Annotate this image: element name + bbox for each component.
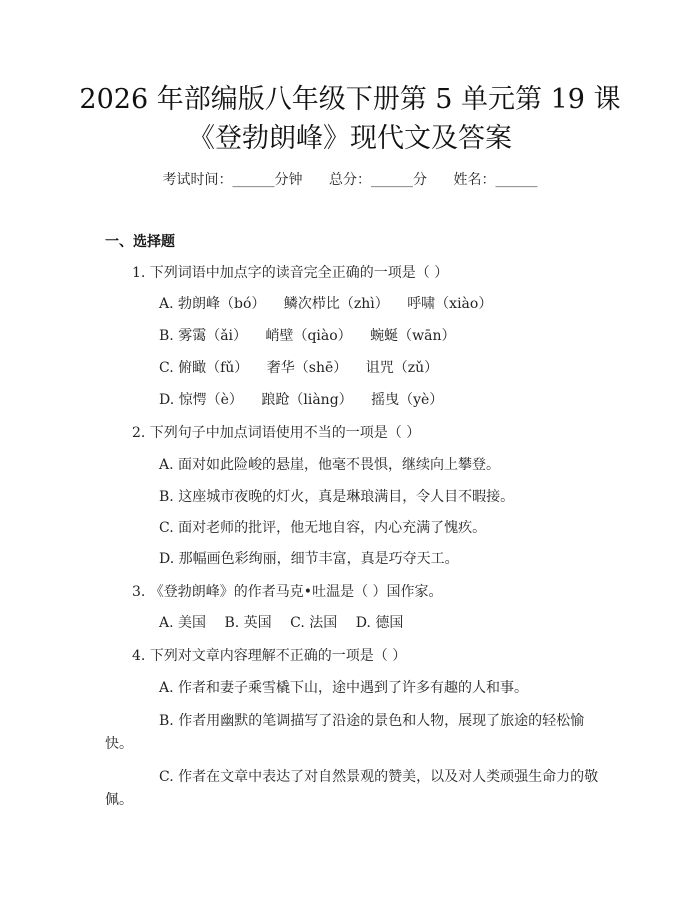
- option-d-word-2: 踉跄（liàng）: [261, 392, 353, 408]
- question-4-stem: 4. 下列对文章内容理解不正确的一项是（ ）: [132, 648, 407, 664]
- page-title-line-2: 《登勃朗峰》现代文及答案: [188, 123, 512, 154]
- question-2-option-a: A. 面对如此险峻的悬崖，他毫不畏惧，继续向上攀登。: [159, 457, 501, 473]
- question-3-option-c: C. 法国: [290, 615, 338, 631]
- question-1-option-d: [159, 389, 443, 409]
- option-c-word-1: C. 俯瞰（fǔ）: [159, 360, 249, 376]
- question-2-option-c: C. 面对老师的批评，他无地自容，内心充满了愧疚。: [159, 520, 487, 536]
- option-b-word-2: 峭壁（qiào）: [265, 328, 352, 344]
- question-3-option-b: B. 英国: [224, 615, 272, 631]
- question-2-option-d: D. 那幅画色彩绚丽，细节丰富，真是巧夺天工。: [159, 551, 459, 567]
- page-title-line-1: 2026 年部编版八年级下册第 5 单元第 19 课: [79, 84, 621, 115]
- exam-time: 考试时间：______分钟: [162, 172, 303, 188]
- option-a-word-1: A. 勃朗峰（bó）: [159, 296, 266, 312]
- option-b-word-1: B. 雾霭（ǎi）: [159, 328, 248, 344]
- question-4-option-a: A. 作者和妻子乘雪橇下山，途中遇到了许多有趣的人和事。: [159, 680, 529, 696]
- question-4-option-b-line-1: B. 作者用幽默的笔调描写了沿途的景色和人物，展现了旅途的轻松愉: [159, 713, 585, 729]
- question-3-option-d: D. 德国: [355, 615, 404, 631]
- section-heading: 一、选择题: [105, 234, 175, 250]
- question-3-options: [159, 612, 403, 632]
- question-2-stem: 2. 下列句子中加点词语使用不当的一项是（ ）: [132, 425, 421, 441]
- question-1-stem: 1. 下列词语中加点字的读音完全正确的一项是（ ）: [132, 265, 449, 281]
- option-a-word-2: 鳞次栉比（zhì）: [283, 296, 389, 312]
- option-c-word-2: 奢华（shē）: [266, 360, 348, 376]
- question-2-option-b: B. 这座城市夜晚的灯火，真是琳琅满目，令人目不暇接。: [159, 489, 515, 505]
- question-4-option-c-line-1: C. 作者在文章中表达了对自然景观的赞美，以及对人类顽强生命力的敬: [159, 769, 599, 785]
- option-b-word-3: 蜿蜒（wān）: [370, 328, 456, 344]
- question-3-stem: 3. 《登勃朗峰》的作者马克•吐温是（ ）国作家。: [132, 584, 443, 600]
- exam-info: [0, 169, 700, 189]
- question-4-option-b-line-2: 快。: [105, 736, 133, 752]
- option-d-word-3: 摇曳（yè）: [371, 392, 444, 408]
- question-4-option-c-line-2: 佩。: [105, 792, 133, 808]
- question-1-option-c: [159, 357, 438, 377]
- question-1-option-b: [159, 325, 456, 345]
- option-c-word-3: 诅咒（zǔ）: [365, 360, 439, 376]
- question-1-option-a: [159, 293, 492, 313]
- option-a-word-3: 呼啸（xiào）: [407, 296, 493, 312]
- exam-score: 总分：______分: [329, 172, 427, 188]
- question-3-option-a: A. 美国: [159, 615, 207, 631]
- option-d-word-1: D. 惊愕（è）: [159, 392, 243, 408]
- exam-name: 姓名：______: [453, 172, 538, 188]
